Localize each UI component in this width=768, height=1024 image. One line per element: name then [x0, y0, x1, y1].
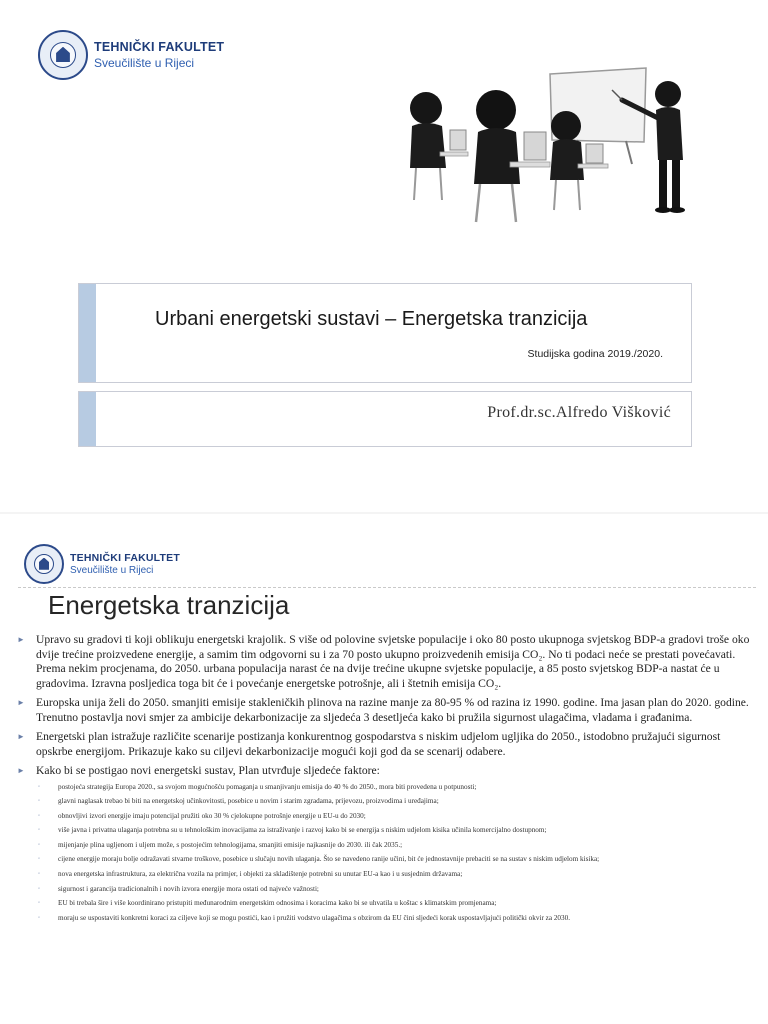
sub-bullet-icon: ◦: [38, 871, 41, 878]
sub-bullet-item: [14, 883, 750, 895]
sub-bullet-text: mijenjanje plina ugljenom i uljem može, s postojećim tehnologijama, smanjiti emisije najkasnije do 2030. ili čak 2035.;: [58, 840, 403, 849]
sub-bullet-list: [14, 781, 750, 924]
sub-bullet-icon: ◦: [38, 914, 41, 921]
sub-bullet-icon: ◦: [38, 841, 41, 848]
sub-bullet-item: [14, 810, 750, 822]
title-box: [78, 283, 692, 383]
bullet-arrow-icon: ►: [17, 635, 25, 644]
university-seal-icon: [24, 544, 64, 584]
faculty-logo: [24, 544, 180, 584]
sub-bullet-icon: ◦: [38, 900, 41, 907]
sub-bullet-icon: ◦: [38, 798, 41, 805]
sub-bullet-icon: ◦: [38, 885, 41, 892]
presentation-title: Urbani energetski sustavi – Energetska tranzicija: [155, 308, 588, 330]
bullet-arrow-icon: ►: [17, 732, 25, 741]
bullet-item: [14, 633, 750, 691]
student-figure-icon: [474, 90, 550, 222]
teacher-figure-icon: [612, 81, 685, 213]
slide-content: [14, 633, 750, 926]
bullet-text: Europska unija želi do 2050. smanjiti emisije stakleničkih plinova na razine manje za 80-95 % od razina iz 1990. godine. Ima jasan plan do 2020. godine. Trenutno postavlja novi smjer za ambicije dekarbonizacije za sljedeća 3 desetljeća kako bi pružila sigurnost ulagačima, vladama i građanima.: [36, 696, 749, 724]
sub-bullet-text: glavni naglasak trebao bi biti na energetskoj učinkovitosti, posebice u novim i starim zgradama, prijevozu, proizvodima i uređajima;: [58, 797, 439, 806]
bullet-text: Energetski plan istražuje različite scenarije postizanja konkurentnog gospodarstva s niskim udjelom ugljika do 2050., istodobno pružajući sigurnost opskrbe energijom. Prikazuje kako su ciljevi dekarbonizacije mogući koji god da se scenarij odabere.: [36, 730, 721, 758]
logo-faculty-name: TEHNIČKI FAKULTET: [70, 552, 180, 564]
logo-university-name: Sveučilište u Rijeci: [94, 56, 195, 70]
sub-bullet-text: cijene energije moraju bolje odražavati stvarne troškove, posebice u slučaju novih ulaganja. Što se navedeno ranije učini, bit će jednostavnije prebaciti se na sustav s niskim udjelom kisika;: [58, 855, 600, 864]
sub-bullet-item: [14, 839, 750, 851]
classroom-illustration: [400, 60, 700, 230]
sub-bullet-text: više javna i privatna ulaganja potrebna su u tehnološkim inovacijama za istraživanje i razvoj kako bi se energija s niskim udjelom kisika učinila komercijalno dostupnom;: [58, 826, 547, 835]
sub-bullet-text: EU bi trebala šire i više koordinirano pristupiti međunarodnim energetskim odnosima i koracima kako bi se uhvatila u koštac s klimatskim promjenama;: [58, 899, 497, 908]
sub-bullet-item: [14, 781, 750, 793]
author-name: Prof.dr.sc.Alfredo Višković: [487, 404, 671, 421]
sub-bullet-text: obnovljivi izvori energije imaju potencijal pružiti oko 30 % cjelokupne potrošnje energije u EU-u do 2030;: [58, 811, 366, 820]
student-figure-icon: [410, 92, 468, 200]
slide-divider: [0, 512, 768, 514]
sub-bullet-text: nova energetska infrastruktura, za električna vozila na primjer, i objekti za skladištenje potrebni su unutar EU-a kao i u susjednim državama;: [58, 870, 463, 879]
sub-bullet-item: [14, 853, 750, 865]
bullet-text: Kako bi se postigao novi energetski sustav, Plan utvrđuje sljedeće faktore:: [36, 764, 380, 777]
bullet-item: [14, 696, 750, 725]
sub-bullet-text: moraju se uspostaviti konkretni koraci za ciljeve koji se mogu postići, kao i pružiti vodstvo ulagačima s obzirom da EU čini sljedeći korak uspostavljajući politički okvir za 2030.: [58, 913, 570, 922]
sub-bullet-icon: ◦: [38, 783, 41, 790]
logo-faculty-name: TEHNIČKI FAKULTET: [94, 40, 225, 54]
bullet-arrow-icon: ►: [17, 766, 25, 775]
sub-bullet-text: sigurnost i garancija tradicionalnih i novih izvora energije mora ostati od najveće važnosti;: [58, 884, 319, 893]
university-seal-icon: [38, 30, 88, 80]
academic-year: Studijska godina 2019./2020.: [527, 348, 663, 360]
author-box: [78, 391, 692, 447]
sub-bullet-text: postojeća strategija Europa 2020., sa svojom mogućnošću pomaganja u smanjivanju emisija do 40 % do 2050., mora biti provedena u potpunosti;: [58, 782, 477, 791]
slide-title: Energetska tranzicija: [48, 590, 290, 620]
logo-university-name: Sveučilište u Rijeci: [70, 565, 154, 576]
bullet-item: [14, 764, 750, 779]
author-accent-bar: [79, 392, 96, 446]
bullet-item: [14, 730, 750, 759]
sub-bullet-item: [14, 912, 750, 924]
sub-bullet-item: [14, 795, 750, 807]
sub-bullet-icon: ◦: [38, 827, 41, 834]
faculty-logo: [38, 30, 224, 80]
sub-bullet-item: [14, 897, 750, 909]
sub-bullet-icon: ◦: [38, 856, 41, 863]
bullet-text: Upravo su gradovi ti koji oblikuju energetski krajolik. S više od polovine svjetske populacije i oko 80 posto ukupnoga svjetskog BDP-a gradovi troše oko dvije trećine proizvedene energije, a samim tim odgovorni su i za 70 posto ukupno proizvedenih emisija CO₂. No ti podaci neće se prestati povećavati. Prema nekim procjenama, do 2050. urbana populacija narast će na dvije trećine ukupne svjetske populacije, a 85 posto svjetskog BDP-a nastat će u gradovima. Izravna posljedica toga bit će i povećanje energetske potrošnje, ali i štetnih emisija CO₂.: [36, 633, 750, 690]
title-accent-bar: [79, 284, 96, 382]
sub-bullet-item: [14, 868, 750, 880]
sub-bullet-item: [14, 824, 750, 836]
sub-bullet-icon: ◦: [38, 812, 41, 819]
bullet-arrow-icon: ►: [17, 698, 25, 707]
header-separator: [18, 587, 756, 588]
